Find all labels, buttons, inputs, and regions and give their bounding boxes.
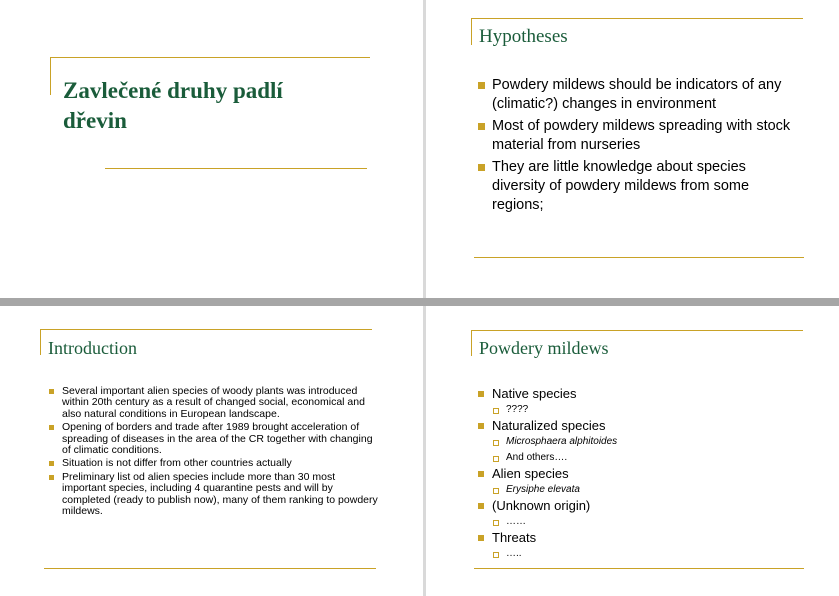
item-label: Native species (492, 386, 577, 401)
list-item: Opening of borders and trade after 1989 brought acceleration of spreading of diseases in the area of the CR together with changing of climatic conditions. (62, 422, 380, 456)
title-top-rule (471, 330, 803, 331)
slide-1[interactable] (0, 0, 423, 298)
title-left-rule (471, 18, 472, 45)
list-item: Several important alien species of woody plants was introduced within 20th century as a result of changed social, economical and also natural conditions in European landscape. (62, 386, 380, 420)
sub-list (506, 514, 792, 530)
slide-2[interactable] (426, 0, 839, 298)
list-item (492, 498, 792, 530)
sub-list (506, 434, 792, 466)
footer-rule (474, 568, 804, 569)
sub-item: Microsphaera alphitoides (506, 434, 792, 450)
slide-3[interactable] (0, 306, 423, 596)
list-item (492, 466, 792, 498)
title-left-rule (50, 57, 51, 95)
footer-rule (44, 568, 376, 569)
list-item: Preliminary list od alien species include more than 30 most important species, including 4 quarantine pests and will by completed (ready to publish now), many of them ranking to powdery mildews. (62, 472, 380, 518)
slide-3-title: Introduction (48, 338, 137, 358)
list-item: Situation is not differ from other countries actually (62, 458, 380, 469)
title-left-rule (471, 330, 472, 356)
title-line-1: Zavlečené druhy padlí (63, 78, 283, 103)
title-top-rule (50, 57, 370, 58)
slide-2-title: Hypotheses (479, 26, 568, 47)
sub-item: …… (506, 514, 792, 530)
sub-item: ???? (506, 402, 792, 418)
sub-list (506, 482, 792, 498)
title-top-rule (471, 18, 803, 19)
introduction-list (62, 386, 380, 519)
item-label: (Unknown origin) (492, 498, 591, 513)
slide-4[interactable] (426, 306, 839, 596)
title-bottom-rule (105, 168, 367, 169)
item-label: Threats (492, 530, 537, 545)
list-item: They are little knowledge about species diversity of powdery mildews from some regions; (492, 158, 792, 215)
item-label: Alien species (492, 466, 569, 481)
list-item: Most of powdery mildews spreading with stock material from nurseries (492, 118, 791, 153)
slide-4-title: Powdery mildews (479, 338, 609, 358)
title-line-2: dřevin (63, 108, 127, 133)
horizontal-separator (0, 298, 839, 306)
slide-1-title (63, 76, 283, 136)
powdery-mildews-list (492, 386, 792, 562)
sub-item: Erysiphe elevata (506, 482, 792, 498)
sub-item: And others…. (506, 450, 792, 466)
sub-item: ….. (506, 546, 792, 562)
list-item (492, 386, 792, 418)
footer-rule (474, 257, 804, 258)
item-label: Naturalized species (492, 418, 606, 433)
list-item: Powdery mildews should be indicators of any (climatic?) changes in environment (492, 76, 792, 114)
title-left-rule (40, 329, 41, 355)
list-item (492, 530, 792, 562)
sub-list (506, 546, 792, 562)
title-top-rule (40, 329, 372, 330)
list-item (492, 418, 792, 466)
sub-list (506, 402, 792, 418)
hypotheses-list (492, 76, 792, 218)
